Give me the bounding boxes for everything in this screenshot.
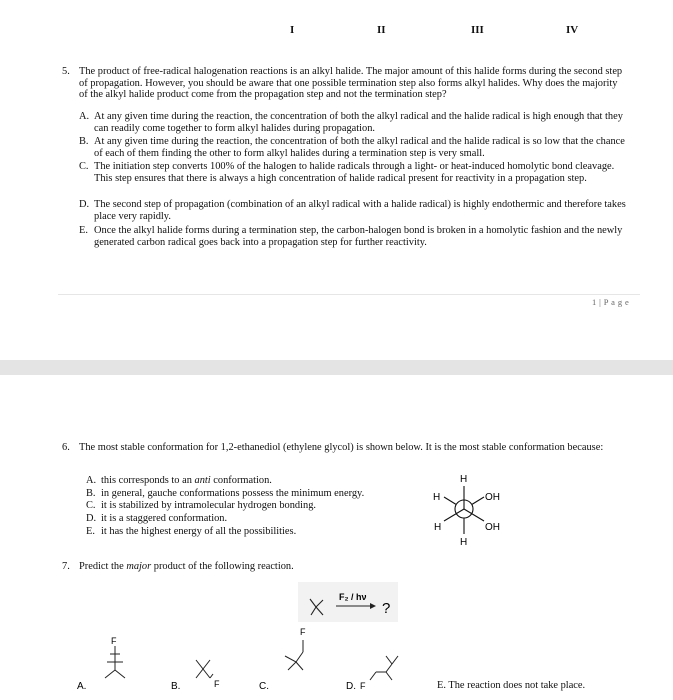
q5-option-e[interactable] <box>79 225 632 248</box>
q7-option-c-structure[interactable] <box>285 627 306 670</box>
q6-option-d-text: it is a staggered conformation. <box>101 513 228 524</box>
newman-lower-left-label: H <box>434 522 442 533</box>
question-7-number: 7. <box>62 561 70 572</box>
q6-option-a[interactable] <box>86 475 406 487</box>
roman-label-iii: III <box>471 24 484 36</box>
q7-option-a-fluorine: F <box>111 636 117 646</box>
q5-option-e-text: Once the alkyl halide forms during a termination step, the carbon-halogen bond is broken in a homolytic fashion and the newly generated carbon radical goes back into a propagation step for further reactivity. <box>94 225 623 248</box>
q6-option-e-text: it has the highest energy of all the possibilities. <box>101 526 297 537</box>
newman-front-bond <box>444 509 464 521</box>
newman-projection <box>420 468 520 548</box>
q5-option-d[interactable] <box>79 199 632 222</box>
question-6 <box>62 442 622 454</box>
newman-top-label: H <box>460 474 468 485</box>
q6-option-a-label: A. <box>86 475 97 486</box>
reaction-arrow-head <box>370 603 376 609</box>
q6-option-e[interactable] <box>86 526 416 538</box>
q7-option-b-structure[interactable] <box>196 660 220 689</box>
question-7-em: major <box>126 561 152 572</box>
question-6-number: 6. <box>62 442 70 453</box>
q6-option-a-em: anti <box>194 475 211 486</box>
question-7-post: product of the following reaction. <box>151 561 294 572</box>
q5-option-d-text: The second step of propagation (combination of an alkyl radical with a halide radical) is highly endothermic and therefore takes place very rapidly. <box>94 199 626 222</box>
q7-option-e-label: E. <box>437 680 446 691</box>
q5-option-a-text: At any given time during the reaction, the concentration of both the alkyl radical and the halide radical is high enough that they can readily come together to form alkyl halides during propagation. <box>94 111 623 134</box>
q5-option-c-label: C. <box>79 161 89 172</box>
page-separator <box>0 360 673 375</box>
q5-option-b-text: At any given time during the reaction, the concentration of both the alkyl radical and the halide radical is so low that the chance of each of them finding the other to form alkyl halides during a termination step is very small. <box>94 136 625 159</box>
q7-option-d-fluorine: F <box>360 681 366 691</box>
reaction-unknown: ? <box>382 600 391 617</box>
question-7-pre: Predict the <box>79 561 127 572</box>
q6-option-b-label: B. <box>86 488 96 499</box>
roman-label-i: I <box>290 24 295 36</box>
q7-option-b-label: B. <box>171 681 181 692</box>
reactant-skeleton <box>310 599 316 615</box>
q5-option-d-label: D. <box>79 199 90 210</box>
q6-option-c-label: C. <box>86 500 96 511</box>
page-footer: 1 | P a g e <box>592 297 630 307</box>
q6-option-c[interactable] <box>86 500 416 512</box>
newman-upper-right-label: OH <box>485 492 500 503</box>
q6-option-d-label: D. <box>86 513 97 524</box>
q5-option-b-label: B. <box>79 136 89 147</box>
reactant-skeleton <box>316 600 323 607</box>
q6-option-c-text: it is stabilized by intramolecular hydrogen bonding. <box>101 500 316 511</box>
question-7 <box>62 561 462 573</box>
q7-option-e-text: The reaction does not take place. <box>448 680 586 691</box>
q5-option-a-label: A. <box>79 111 90 122</box>
question-6-text: The most stable conformation for 1,2-ethanediol (ethylene glycol) is shown below. It is the most stable conformation because: <box>79 442 604 453</box>
question-5-number: 5. <box>62 66 70 77</box>
newman-upper-left-label: H <box>433 492 441 503</box>
question-5-text: The product of free-radical halogenation reactions is an alkyl halide. The major amount of this halide forms during the second step of propagation. However, you should be aware that one possible termination step also forms alkyl halides. Why does the majority of the alkyl halide product come from the propagation step and not the termination step? <box>79 66 623 101</box>
q7-option-a-structure[interactable] <box>105 636 125 678</box>
q6-option-b-text: in general, gauche conformations possess the minimum energy. <box>101 488 365 499</box>
q6-option-d[interactable] <box>86 513 416 525</box>
q7-option-d-structure[interactable] <box>360 656 398 691</box>
newman-front-bond <box>464 509 484 521</box>
q6-option-a-pre: this corresponds to an <box>101 475 195 486</box>
q5-option-a[interactable] <box>79 111 632 134</box>
q5-option-c-text: The initiation step converts 100% of the halogen to halide radicals through a light- or heat-induced homolytic bond cleavage. This step ensures that there is always a high concentration of halide radical present for reactivity in a propagation step. <box>94 161 615 184</box>
q6-option-b[interactable] <box>86 488 416 500</box>
q6-option-a-post: conformation. <box>210 475 272 486</box>
q7-answer-structures <box>70 622 420 700</box>
q7-option-c-label: C. <box>259 681 269 692</box>
newman-bottom-label: H <box>460 537 468 548</box>
roman-label-ii: II <box>377 24 386 36</box>
newman-back-bond <box>444 497 456 505</box>
roman-label-iv: IV <box>566 24 579 36</box>
reaction-reagent: F₂ / hν <box>339 592 367 602</box>
reactant-skeleton <box>316 607 323 615</box>
q7-option-c-fluorine: F <box>300 627 306 637</box>
footer-rule <box>58 294 640 295</box>
newman-back-bond <box>472 497 484 505</box>
q7-option-d-label: D. <box>346 681 356 692</box>
question-5 <box>62 66 628 101</box>
q5-option-b[interactable] <box>79 136 632 159</box>
q6-option-e-label: E. <box>86 526 95 537</box>
newman-lower-right-label: OH <box>485 522 500 533</box>
q5-option-c[interactable] <box>79 161 632 184</box>
q7-option-a-label: A. <box>77 681 87 692</box>
reaction-scheme <box>298 582 398 622</box>
q7-option-b-fluorine: F <box>214 679 220 689</box>
q7-option-e[interactable] <box>437 680 657 692</box>
q5-option-e-label: E. <box>79 225 88 236</box>
